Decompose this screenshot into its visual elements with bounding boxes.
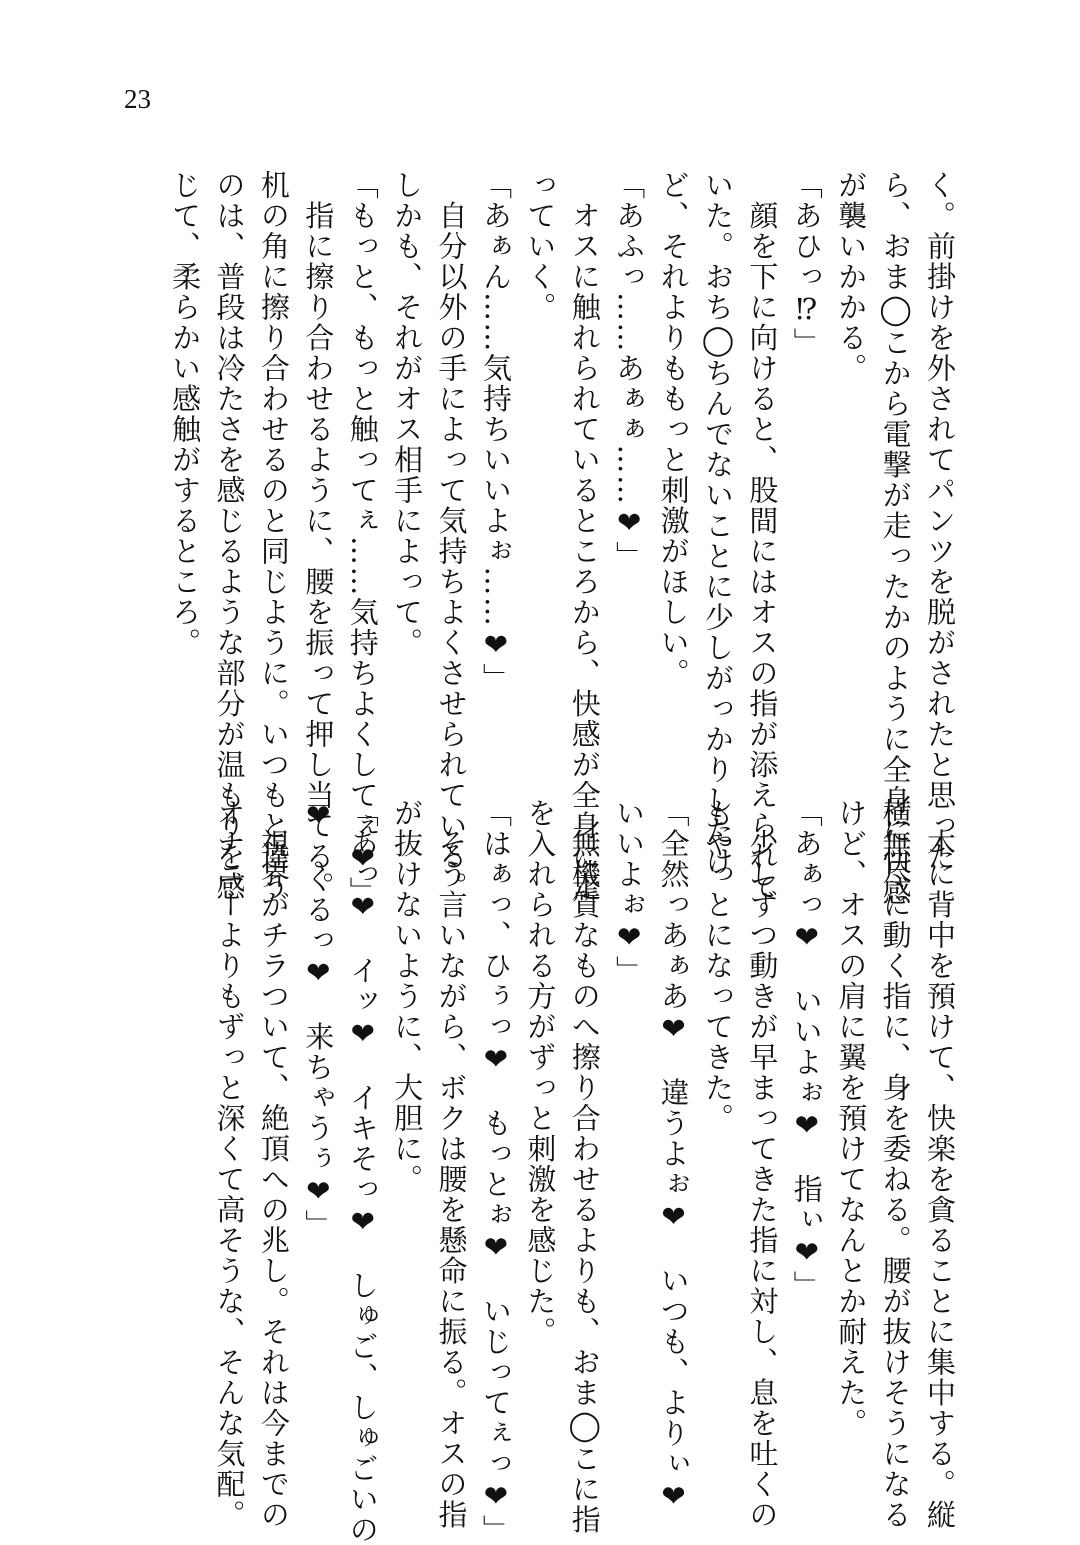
text-column: を入れられる方がずっと刺激を感じた。: [523, 798, 558, 1347]
text-column: いた。おち◯ちんでないことに少しがっかりしたけ: [700, 170, 735, 877]
text-block-bottom: [207, 798, 962, 1545]
text-column: オスに触れられているところから、快感が全身に走: [567, 170, 602, 902]
text-column: 「あぁん……気持ちいいよぉ……❤」: [478, 170, 513, 694]
text-column: じて、柔らかい感触がするところ。: [168, 170, 203, 658]
text-column: 木に背中を預けて、快楽を貪ることに集中する。縦: [923, 798, 957, 1530]
text-column: そう言いながら、ボクは腰を懸命に振る。オスの指: [434, 798, 469, 1530]
text-column: 無機質なものへ擦り合わせるよりも、おま◯こに指: [567, 798, 602, 1535]
text-column: が抜けないように、大胆に。: [390, 798, 425, 1195]
text-column: 視界がチラついて、絶頂への兆し。それは今までの: [256, 798, 291, 1530]
text-column: く。前掛けを外されてパンツを脱がされたと思った: [923, 170, 957, 872]
text-column: が襲いかかる。: [834, 170, 869, 384]
text-column: 「あっ❤ イッ❤ イキそっ❤ しゅご、しゅごいの: [345, 798, 380, 1545]
text-column: 横無尽に動く指に、身を委ねる。腰が抜けそうになる: [878, 798, 913, 1530]
text-column: 「あひっ⁉」: [789, 170, 824, 358]
text-column: けど、オスの肩に翼を預けてなんとか耐えた。: [834, 798, 869, 1439]
text-block-top: [163, 170, 962, 907]
text-column: 「あぁっ❤ いいよぉ❤ 指ぃ❤」: [789, 798, 824, 1301]
text-column: いいよぉ❤」: [612, 798, 647, 986]
text-column: 「あふっ……あぁぁ……❤」: [612, 170, 647, 572]
text-column: のは、普段は冷たさを感じるような部分が温もりを感: [212, 170, 247, 902]
text-column: 「はぁっ、ひぅっ❤ もっとぉ❤ いじってぇっ❤」: [478, 798, 513, 1545]
text-column: っていく。: [523, 170, 558, 323]
page-number: 23: [124, 84, 151, 114]
text-column: ら、おま◯こから電撃が走ったかのように全身に快感: [878, 170, 913, 907]
text-column: 机の角に擦り合わせるのと同じように。いつもと違う: [256, 170, 291, 902]
text-column: 自分以外の手によって気持ちよくさせられている。: [434, 170, 469, 902]
text-column: 顔を下に向けると、股間にはオスの指が添えられて: [745, 170, 780, 902]
text-column: 「もっと、もっと触ってぇ……気持ちよくしてぇ❤」: [345, 170, 380, 907]
text-column: もやっとになってきた。: [700, 798, 735, 1134]
text-column: オナニーよりもずっと深くて高そうな、そんな気配。: [212, 798, 247, 1530]
text-column: 少しずつ動きが早まってきた指に対し、息を吐くの: [745, 798, 780, 1530]
text-column: ど、それよりももっと刺激がほしい。: [656, 170, 691, 689]
text-column: 「全然っあぁあ❤ 違うよぉ❤ いつも、よりぃ❤: [656, 798, 691, 1515]
text-column: しかも、それがオス相手によって。: [390, 170, 425, 658]
text-column: ❤ くるっ❤ 来ちゃうぅ❤」: [301, 798, 336, 1240]
text-column: 指に擦り合わせるように、腰を振って押し当てる。: [301, 170, 336, 902]
